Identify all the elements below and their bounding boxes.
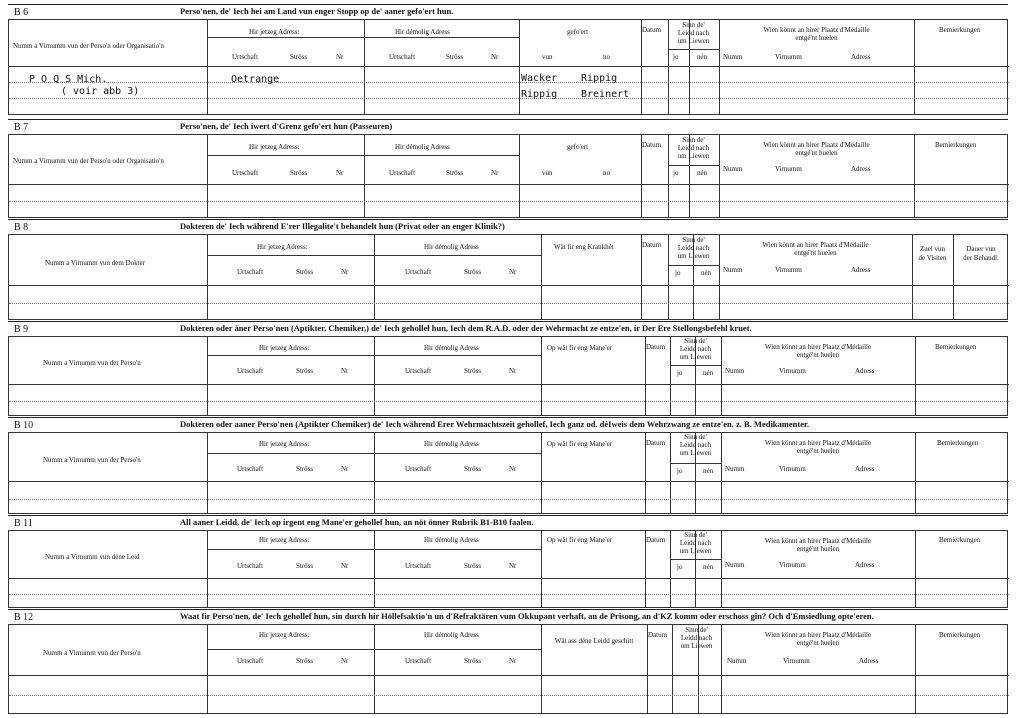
street-header: Ströss: [464, 657, 482, 665]
form-table: [8, 234, 1008, 320]
section-code: B 8: [14, 222, 29, 233]
date-header: Datum: [646, 536, 666, 544]
name-header: Numm a Virnumm vun der Perso'n: [43, 456, 141, 464]
no-header: nén: [697, 169, 708, 177]
first-name-col-header: Virnumm: [779, 465, 806, 473]
entry-to-1: Rippig: [581, 73, 618, 84]
address-col-header: Adress: [855, 561, 875, 569]
current-address-header: Hir jetzeg Adress:: [259, 440, 310, 448]
remarks-header: Bemierkungen: [939, 536, 981, 544]
section-title: Perso'nen, de' Iech hei am Land vun enger Stopp op de' aaner gefo'ert hun.: [180, 6, 454, 16]
first-name-col-header: Virnumm: [775, 53, 802, 61]
section-b12: [8, 609, 1008, 714]
name-col-header: Numm: [725, 465, 745, 473]
section-b7: [8, 119, 1008, 218]
name-header: Numm a Virnumm vun der Perso'n: [43, 649, 141, 657]
number-header: Nr: [509, 465, 517, 473]
street-header: Ströss: [464, 465, 482, 473]
form-table: [8, 19, 1008, 115]
name-col-header: Numm: [725, 561, 745, 569]
form-table: [8, 624, 1008, 714]
visits-header: Zuel vun: [919, 245, 946, 253]
sinn-header: Leidd nach: [679, 539, 712, 547]
street-header: Ströss: [290, 169, 308, 177]
duration-header: Dauer vun: [966, 245, 996, 253]
number-header: Nr: [509, 562, 517, 570]
locality-header: Urtschaft: [389, 169, 416, 177]
suffered-how-header: Wät ass déne Leidd geschitt: [554, 637, 634, 645]
sinn-header: Sinn de': [682, 21, 705, 29]
date-header: Datum: [642, 26, 662, 34]
medal-header: Wien könnt an hirer Plaatz d'Médaille: [763, 141, 870, 149]
street-header: Ströss: [446, 169, 464, 177]
address-col-header: Adress: [855, 367, 875, 375]
section-title: Dokteren de' Iech während E'rer Illegalite't behandelt hun (Privat oder an enger Klinik?): [180, 221, 505, 231]
visits-header: de Visiten: [918, 254, 947, 262]
number-header: Nr: [509, 268, 517, 276]
section-code: B 10: [14, 420, 34, 431]
name-col-header: Numm: [723, 266, 743, 274]
number-header: Nr: [336, 169, 344, 177]
remarks-header: Bemierkungen: [939, 26, 981, 34]
section-b8: [8, 219, 1008, 320]
locality-header: Urtschaft: [405, 562, 432, 570]
sinn-header: Leidd nach: [677, 29, 710, 37]
name-col-header: Numm: [725, 367, 745, 375]
current-address-header: Hir jetzeg Adress:: [257, 243, 308, 251]
sinn-header: Leidd nach: [677, 244, 710, 252]
section-code: B 11: [14, 518, 33, 529]
first-name-col-header: Virnumm: [779, 367, 806, 375]
medal-header: Wien könnt an hirer Plaatz d'Médaille: [764, 631, 872, 639]
section-b11: [8, 515, 1008, 608]
medal-header: Wien könnt an hirer Plaatz d'Médaille: [763, 26, 870, 34]
number-header: Nr: [491, 169, 499, 177]
section-code: B 9: [14, 324, 29, 335]
first-name-col-header: Virnumm: [775, 266, 802, 274]
sinn-header: um Liewen: [680, 642, 713, 650]
sinn-header: Sinn de': [684, 531, 707, 539]
to-header: no: [603, 53, 610, 61]
address-col-header: Adress: [851, 165, 871, 173]
street-header: Ströss: [464, 367, 482, 375]
duration-header: der Behandl.: [963, 254, 999, 262]
medal-header: Wien könnt an hirer Plaatz d'Médaille: [764, 439, 872, 447]
number-header: Nr: [341, 268, 349, 276]
sinn-header: Sinn de': [682, 236, 705, 244]
section-title: Dokteren oder åner Perso'nen (Aptikter, Chemiker,) de' Iech geholleł hun, Iech dem R.A.D. oder der Wehrmacht ze entze'en, ir Der Ere Stellongsbefehl kruet.: [180, 323, 752, 333]
street-header: Ströss: [296, 465, 314, 473]
yes-header: jo: [673, 53, 679, 61]
section-title: Dokteren oder aaner Perso'nen (Aptikter Chemiker) de' Iech während Erer Wehrmachtszeit gehollef, Iech ganz od. déIweis dem Wehrzwang ze entze'en. z. B. Medikamenter.: [180, 419, 810, 429]
form-table: [8, 432, 1008, 514]
yes-header: jo: [675, 269, 681, 277]
first-name-col-header: Virnumm: [779, 561, 806, 569]
remarks-header: Bemierkungen: [935, 141, 977, 149]
date-header: Datum: [646, 343, 666, 351]
medal-header: entgé'nt huelen: [794, 249, 837, 257]
name-header: Numm a Virnumm vun der Perso'n oder Organisatio'n: [13, 157, 164, 165]
remarks-header: Bemierkungen: [939, 631, 981, 639]
sinn-header: Sinn de': [685, 626, 708, 634]
date-header: Datum: [646, 439, 666, 447]
address-col-header: Adress: [851, 53, 871, 61]
number-header: Nr: [341, 562, 349, 570]
current-address-header: Hir jetzeg Adress:: [259, 344, 310, 352]
section-code: B 7: [14, 122, 29, 133]
street-header: Ströss: [296, 657, 314, 665]
medal-header: Wien könnt an hirer Plaatz d'Médaille: [764, 537, 872, 545]
number-header: Nr: [341, 465, 349, 473]
sinn-header: um Liewen: [677, 37, 710, 45]
locality-header: Urtschaft: [237, 465, 264, 473]
former-address-header: Hir démolig Adress: [424, 631, 479, 639]
section-b6: [8, 4, 1008, 115]
locality-header: Urtschaft: [389, 53, 416, 61]
locality-header: Urtschaft: [405, 367, 432, 375]
former-address-header: Hir démolig Adress: [424, 440, 479, 448]
former-address-header: Hir démolig Adress: [424, 344, 479, 352]
remarks-header: Bemierkungen: [937, 439, 979, 447]
remarks-header: Bemierkungen: [935, 343, 977, 351]
current-address-header: Hir jetzeg Adress:: [259, 536, 310, 544]
medal-header: entgé'nt huelen: [796, 351, 840, 359]
yes-header: jo: [673, 169, 679, 177]
first-name-col-header: Virnumm: [783, 657, 810, 665]
sinn-header: um Liewen: [679, 449, 712, 457]
sinn-header: Leidd nach: [679, 345, 712, 353]
street-header: Ströss: [464, 562, 482, 570]
street-header: Ströss: [464, 268, 482, 276]
street-header: Ströss: [296, 367, 314, 375]
street-header: Ströss: [290, 53, 308, 61]
locality-header: Urtschaft: [237, 562, 264, 570]
entry-name: P O Q S Mich.: [29, 74, 108, 85]
former-address-header: Hir démolig Adress: [424, 243, 479, 251]
name-col-header: Numm: [723, 165, 743, 173]
from-header: vun: [542, 169, 553, 177]
address-col-header: Adress: [851, 266, 871, 274]
address-col-header: Adress: [855, 465, 875, 473]
medal-header: entgé'nt huelen: [795, 34, 838, 42]
entry-from-2: Rippig: [521, 89, 558, 100]
current-address-header: Hir jetzeg Adress:: [249, 143, 300, 151]
medal-header: Wien könnt an hirer Plaatz d'Médaille: [762, 241, 869, 249]
form-table: [8, 530, 1008, 608]
locality-header: Urtschaft: [237, 657, 264, 665]
first-name-col-header: Virnumm: [775, 165, 802, 173]
yes-header: jo: [677, 467, 683, 475]
medal-header: Wien könnt an hirer Plaatz d'Médaille: [764, 343, 872, 351]
number-header: Nr: [336, 53, 344, 61]
sinn-header: Sinn de': [682, 136, 705, 144]
locality-header: Urtschaft: [405, 465, 432, 473]
name-header: Numm a Virnumm vun déne Leid: [45, 553, 140, 561]
entry-locality: Oetrange: [231, 74, 280, 85]
sinn-header: Leidd nach: [677, 144, 710, 152]
former-address-header: Hir démolig Adress: [424, 536, 479, 544]
medal-header: entgé'nt huelen: [796, 545, 840, 553]
number-header: Nr: [509, 657, 517, 665]
section-title: Perso'nen, de' Iech iwert d'Grenz gefo'ert hun (Passeuren): [180, 121, 393, 131]
number-header: Nr: [491, 53, 499, 61]
form-table: [8, 134, 1008, 218]
sinn-header: um Liewen: [677, 252, 710, 260]
name-col-header: Numm: [723, 53, 743, 61]
manner-header: Op wät fir eng Mane'er: [547, 344, 613, 352]
number-header: Nr: [341, 657, 349, 665]
from-header: vun: [542, 53, 553, 61]
manner-header: Op wät fir eng Mane'er: [547, 440, 613, 448]
sinn-header: um Liewen: [679, 353, 712, 361]
no-header: nén: [701, 269, 712, 277]
no-header: nén: [703, 563, 714, 571]
locality-header: Urtschaft: [405, 268, 432, 276]
sinn-header: Leidd nach: [680, 634, 713, 642]
manner-header: Op wät fir eng Mane'er: [547, 536, 613, 544]
sinn-header: Leidd nach: [679, 441, 712, 449]
former-address-header: Hir démolig Adress: [395, 28, 450, 36]
name-header: Numm a Virnumm vun der Perso'n: [43, 359, 141, 367]
no-header: nén: [697, 53, 708, 61]
medal-header: entgé'nt huelen: [795, 149, 838, 157]
locality-header: Urtschaft: [237, 367, 264, 375]
section-code: B 6: [14, 7, 29, 18]
locality-header: Urtschaft: [237, 268, 264, 276]
to-header: no: [603, 169, 610, 177]
entry-note: ( voir abb 3): [61, 86, 140, 97]
section-code: B 12: [14, 612, 34, 623]
sinn-header: um Liewen: [677, 152, 710, 160]
locality-header: Urtschaft: [405, 657, 432, 665]
sinn-header: Sinn de': [684, 433, 707, 441]
number-header: Nr: [341, 367, 349, 375]
section-title: All aaner Leidd, de' Iech op irgent eng Mane'er gehollef hun, an nöt önner Rubrik B1-B10 faalen.: [180, 517, 534, 527]
address-col-header: Adress: [859, 657, 879, 665]
entry-to-2: Breinert: [581, 89, 630, 100]
sinn-header: um Liewen: [679, 547, 712, 555]
no-header: nén: [703, 369, 714, 377]
section-b10: [8, 417, 1008, 514]
fetched-header: gefo'ert: [567, 143, 589, 151]
medal-header: entgé'nt huelen: [796, 447, 840, 455]
fetched-header: gefo'ert: [567, 28, 589, 36]
section-b9: [8, 321, 1008, 416]
section-title: Waat fir Perso'nen, de' Iech gehollef hun, sin durch hir Höllefsaktio'n un d'Refraktären vum Okkupant verhaft, an de Prisong, an d'KZ komm oder erschoss gin? Och d'Emsiedlung opte'eren.: [180, 611, 874, 621]
street-header: Ströss: [296, 562, 314, 570]
sinn-header: Sinn de': [684, 337, 707, 345]
yes-header: jo: [677, 369, 683, 377]
illness-header: Wät fir eng Krankhét: [554, 243, 614, 251]
date-header: Datum: [642, 141, 662, 149]
medal-header: entgé'nt huelen: [796, 639, 840, 647]
form-table: [8, 336, 1008, 416]
locality-header: Urtschaft: [232, 169, 259, 177]
entry-from-1: Wacker: [521, 73, 558, 84]
name-header: Numm a Virnumm vun der Perso'n oder Organisatio'n: [13, 42, 164, 50]
date-header: Datum: [648, 631, 668, 639]
yes-header: jo: [677, 563, 683, 571]
date-header: Datum: [642, 241, 662, 249]
street-header: Ströss: [296, 268, 314, 276]
current-address-header: Hir jetzeg Adress:: [259, 631, 310, 639]
name-col-header: Numm: [727, 657, 747, 665]
locality-header: Urtschaft: [232, 53, 259, 61]
no-header: nén: [703, 467, 714, 475]
name-header: Numm a Virnumm vun dem Dokter: [45, 259, 145, 267]
former-address-header: Hir démolig Adress: [395, 143, 450, 151]
current-address-header: Hir jetzeg Adress:: [249, 28, 300, 36]
number-header: Nr: [509, 367, 517, 375]
street-header: Ströss: [446, 53, 464, 61]
